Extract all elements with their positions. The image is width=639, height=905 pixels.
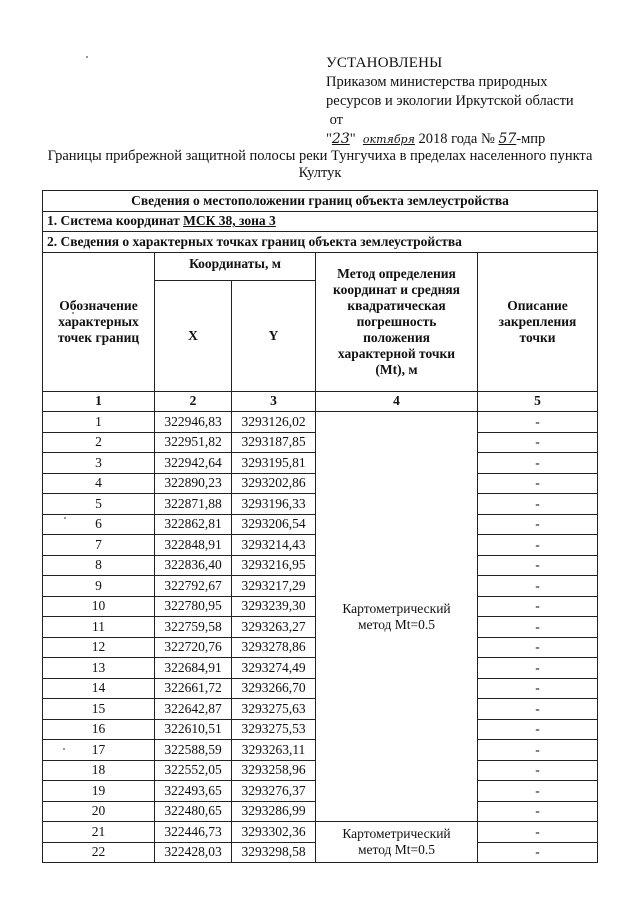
coord-x: 322428,03 bbox=[155, 842, 232, 863]
coord-x: 322588,59 bbox=[155, 740, 232, 761]
coord-x: 322890,23 bbox=[155, 473, 232, 494]
section-header-row bbox=[43, 191, 598, 212]
coord-system-value: МСК 38, зона 3 bbox=[183, 213, 276, 229]
coord-y: 3293278,86 bbox=[232, 637, 316, 658]
coord-x: 322871,88 bbox=[155, 494, 232, 515]
point-number: 19 bbox=[43, 781, 155, 802]
coord-y: 3293126,02 bbox=[232, 412, 316, 433]
col-number: 1 bbox=[43, 391, 155, 412]
approval-suffix: -мпр bbox=[516, 131, 546, 147]
point-number: 17 bbox=[43, 740, 155, 761]
point-number: 12 bbox=[43, 637, 155, 658]
point-number: 15 bbox=[43, 699, 155, 720]
coord-x: 322780,95 bbox=[155, 596, 232, 617]
col-x-header: X bbox=[155, 280, 232, 391]
table-row bbox=[43, 822, 598, 843]
approval-stamp bbox=[326, 54, 574, 149]
scan-speck bbox=[86, 56, 88, 58]
coord-x: 322446,73 bbox=[155, 822, 232, 843]
point-number: 21 bbox=[43, 822, 155, 843]
col-y-header: Y bbox=[232, 280, 316, 391]
point-description: - bbox=[478, 658, 598, 679]
point-description: - bbox=[478, 617, 598, 638]
approval-title: УСТАНОВЛЕНЫ bbox=[326, 55, 443, 71]
point-number: 16 bbox=[43, 719, 155, 740]
section-header: Сведения о местоположении границ объекта землеустройства bbox=[43, 191, 598, 212]
col-method-header: Метод определения координат и средняя квадратическая погрешность положения характерной точки (Mt), м bbox=[316, 252, 478, 391]
point-number: 3 bbox=[43, 453, 155, 474]
coord-y: 3293298,58 bbox=[232, 842, 316, 863]
point-description: - bbox=[478, 781, 598, 802]
point-number: 13 bbox=[43, 658, 155, 679]
point-number: 20 bbox=[43, 801, 155, 822]
points-header: 2. Сведения о характерных точках границ объекта землеустройства bbox=[43, 232, 598, 253]
coord-y: 3293274,49 bbox=[232, 658, 316, 679]
point-number: 7 bbox=[43, 535, 155, 556]
method-cell: Картометрический метод Mt=0.5 bbox=[316, 822, 478, 863]
approval-month: октября bbox=[362, 133, 415, 146]
coord-x: 322642,87 bbox=[155, 699, 232, 720]
col-number: 4 bbox=[316, 391, 478, 412]
method-cell: Картометрический метод Mt=0.5 bbox=[316, 412, 478, 822]
col-number: 5 bbox=[478, 391, 598, 412]
point-number: 9 bbox=[43, 576, 155, 597]
approval-date-line bbox=[326, 130, 574, 149]
coord-y: 3293206,54 bbox=[232, 514, 316, 535]
point-description: - bbox=[478, 740, 598, 761]
coord-y: 3293187,85 bbox=[232, 432, 316, 453]
point-description: - bbox=[478, 842, 598, 863]
point-number: 5 bbox=[43, 494, 155, 515]
coord-y: 3293202,86 bbox=[232, 473, 316, 494]
approval-line-2: ресурсов и экологии Иркутской области bbox=[326, 93, 574, 109]
coord-x: 322848,91 bbox=[155, 535, 232, 556]
point-description: - bbox=[478, 555, 598, 576]
boundary-points-table bbox=[42, 190, 598, 863]
column-number-row bbox=[43, 391, 598, 412]
coord-x: 322552,05 bbox=[155, 760, 232, 781]
point-description: - bbox=[478, 801, 598, 822]
point-description: - bbox=[478, 432, 598, 453]
table-row bbox=[43, 412, 598, 433]
point-description: - bbox=[478, 719, 598, 740]
coord-y: 3293286,99 bbox=[232, 801, 316, 822]
approval-number: 57 bbox=[498, 131, 517, 147]
coord-y: 3293196,33 bbox=[232, 494, 316, 515]
point-number: 14 bbox=[43, 678, 155, 699]
points-header-row bbox=[43, 232, 598, 253]
coord-x: 322480,65 bbox=[155, 801, 232, 822]
column-header-row-1 bbox=[43, 252, 598, 280]
coord-x: 322836,40 bbox=[155, 555, 232, 576]
point-description: - bbox=[478, 494, 598, 515]
coord-y: 3293275,53 bbox=[232, 719, 316, 740]
col-coords-header: Координаты, м bbox=[155, 252, 316, 280]
point-description: - bbox=[478, 760, 598, 781]
coord-y: 3293302,36 bbox=[232, 822, 316, 843]
coord-x: 322942,64 bbox=[155, 453, 232, 474]
point-description: - bbox=[478, 473, 598, 494]
coord-y: 3293195,81 bbox=[232, 453, 316, 474]
point-description: - bbox=[478, 453, 598, 474]
quote-close: " bbox=[349, 131, 356, 147]
approval-from-label: от bbox=[329, 112, 344, 128]
coord-x: 322720,76 bbox=[155, 637, 232, 658]
point-description: - bbox=[478, 576, 598, 597]
point-number: 22 bbox=[43, 842, 155, 863]
point-description: - bbox=[478, 699, 598, 720]
document-title: Границы прибрежной защитной полосы реки Тунгучиха в пределах населенного пункта Култук bbox=[47, 148, 593, 181]
point-number: 4 bbox=[43, 473, 155, 494]
point-number: 10 bbox=[43, 596, 155, 617]
point-description: - bbox=[478, 535, 598, 556]
point-number: 18 bbox=[43, 760, 155, 781]
point-number: 6 bbox=[43, 514, 155, 535]
approval-from bbox=[326, 111, 574, 130]
coord-x: 322493,65 bbox=[155, 781, 232, 802]
coord-system-row bbox=[43, 211, 598, 232]
coord-x: 322610,51 bbox=[155, 719, 232, 740]
coord-y: 3293239,30 bbox=[232, 596, 316, 617]
coord-x: 322946,83 bbox=[155, 412, 232, 433]
point-description: - bbox=[478, 822, 598, 843]
coord-y: 3293266,70 bbox=[232, 678, 316, 699]
point-number: 11 bbox=[43, 617, 155, 638]
approval-line-1: Приказом министерства природных bbox=[326, 74, 548, 90]
quote-open: " bbox=[326, 131, 332, 147]
coord-y: 3293276,37 bbox=[232, 781, 316, 802]
coord-y: 3293258,96 bbox=[232, 760, 316, 781]
col-desc-header: Описание закрепления точки bbox=[478, 252, 598, 391]
coord-system bbox=[43, 211, 598, 232]
coord-x: 322759,58 bbox=[155, 617, 232, 638]
col-point-header: Обозначение характерных точек границ bbox=[43, 252, 155, 391]
point-number: 8 bbox=[43, 555, 155, 576]
coord-x: 322661,72 bbox=[155, 678, 232, 699]
point-number: 1 bbox=[43, 412, 155, 433]
point-description: - bbox=[478, 637, 598, 658]
point-description: - bbox=[478, 596, 598, 617]
coord-y: 3293214,43 bbox=[232, 535, 316, 556]
point-description: - bbox=[478, 514, 598, 535]
point-description: - bbox=[478, 678, 598, 699]
coord-x: 322951,82 bbox=[155, 432, 232, 453]
point-description: - bbox=[478, 412, 598, 433]
coord-x: 322792,67 bbox=[155, 576, 232, 597]
coord-x: 322684,91 bbox=[155, 658, 232, 679]
coord-y: 3293263,11 bbox=[232, 740, 316, 761]
approval-day: 23 bbox=[331, 131, 350, 147]
coord-y: 3293216,95 bbox=[232, 555, 316, 576]
coord-y: 3293263,27 bbox=[232, 617, 316, 638]
approval-year: 2018 года № bbox=[418, 131, 495, 147]
point-number: 2 bbox=[43, 432, 155, 453]
coord-y: 3293275,63 bbox=[232, 699, 316, 720]
coord-system-label: 1. Система координат bbox=[47, 213, 180, 229]
coord-x: 322862,81 bbox=[155, 514, 232, 535]
col-number: 2 bbox=[155, 391, 232, 412]
coord-y: 3293217,29 bbox=[232, 576, 316, 597]
col-number: 3 bbox=[232, 391, 316, 412]
